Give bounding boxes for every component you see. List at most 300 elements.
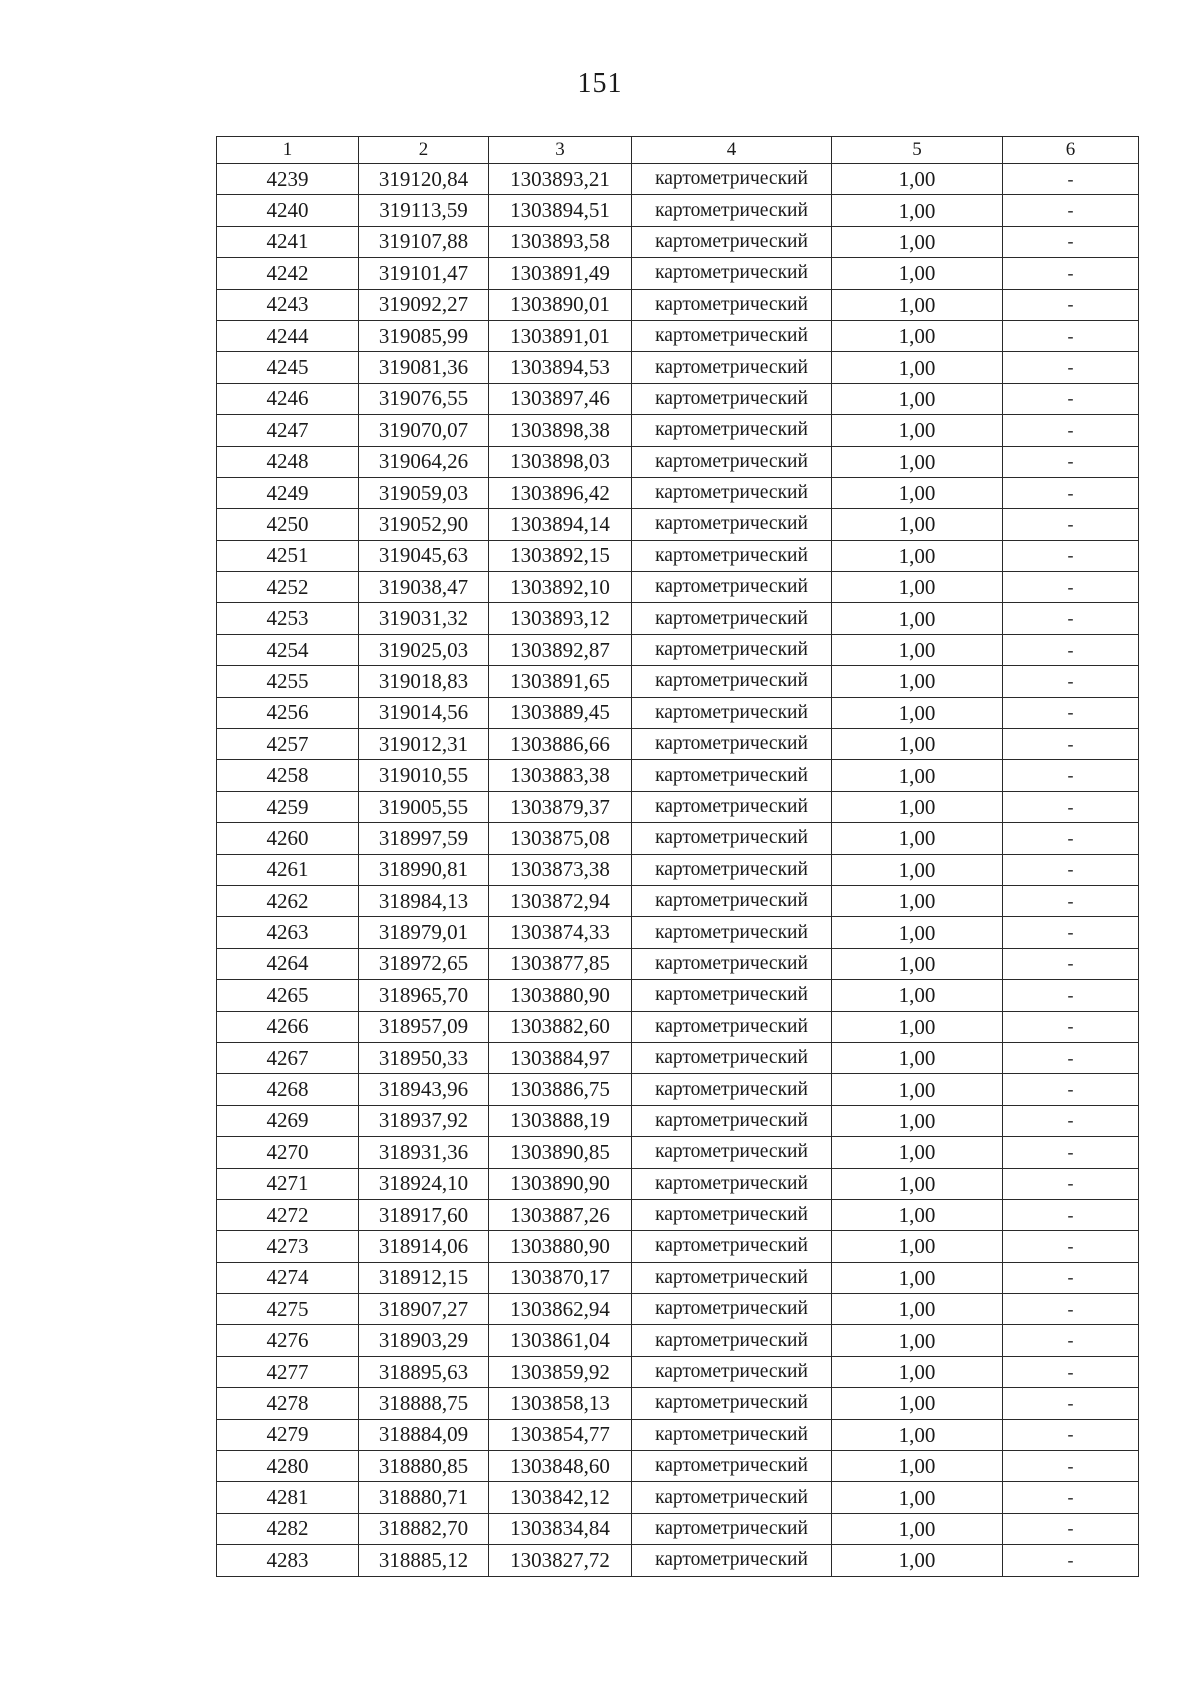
point-number-cell: 4266: [217, 1011, 359, 1042]
note-cell: -: [1003, 760, 1139, 791]
y-coordinate-cell: 1303894,51: [489, 195, 632, 226]
table-row: [217, 352, 1139, 383]
accuracy-cell: 1,00: [832, 226, 1003, 257]
table-row: [217, 258, 1139, 289]
point-number-cell: 4278: [217, 1388, 359, 1419]
method-cell: картометрический: [632, 1294, 832, 1325]
note-cell: -: [1003, 948, 1139, 979]
y-coordinate-cell: 1303888,19: [489, 1105, 632, 1136]
x-coordinate-cell: 318990,81: [359, 854, 489, 885]
accuracy-cell: 1,00: [832, 917, 1003, 948]
x-coordinate-cell: 318917,60: [359, 1199, 489, 1230]
x-coordinate-cell: 318972,65: [359, 948, 489, 979]
note-cell: -: [1003, 320, 1139, 351]
x-coordinate-cell: 318882,70: [359, 1513, 489, 1544]
accuracy-cell: 1,00: [832, 195, 1003, 226]
table-row: [217, 1513, 1139, 1544]
note-cell: -: [1003, 352, 1139, 383]
y-coordinate-cell: 1303861,04: [489, 1325, 632, 1356]
x-coordinate-cell: 318914,06: [359, 1231, 489, 1262]
y-coordinate-cell: 1303892,10: [489, 572, 632, 603]
method-cell: картометрический: [632, 1419, 832, 1450]
method-cell: картометрический: [632, 509, 832, 540]
y-coordinate-cell: 1303892,15: [489, 540, 632, 571]
method-cell: картометрический: [632, 760, 832, 791]
table-row: [217, 1074, 1139, 1105]
accuracy-cell: 1,00: [832, 1451, 1003, 1482]
note-cell: -: [1003, 1011, 1139, 1042]
method-cell: картометрический: [632, 603, 832, 634]
coordinates-table: [216, 136, 1139, 1577]
x-coordinate-cell: 318880,71: [359, 1482, 489, 1513]
x-coordinate-cell: 318997,59: [359, 823, 489, 854]
table-row: [217, 1356, 1139, 1387]
table-row: [217, 666, 1139, 697]
x-coordinate-cell: 318903,29: [359, 1325, 489, 1356]
y-coordinate-cell: 1303848,60: [489, 1451, 632, 1482]
point-number-cell: 4273: [217, 1231, 359, 1262]
method-cell: картометрический: [632, 258, 832, 289]
accuracy-cell: 1,00: [832, 258, 1003, 289]
point-number-cell: 4270: [217, 1137, 359, 1168]
accuracy-cell: 1,00: [832, 320, 1003, 351]
method-cell: картометрический: [632, 1011, 832, 1042]
y-coordinate-cell: 1303854,77: [489, 1419, 632, 1450]
accuracy-cell: 1,00: [832, 1199, 1003, 1230]
table-row: [217, 1325, 1139, 1356]
x-coordinate-cell: 318979,01: [359, 917, 489, 948]
point-number-cell: 4252: [217, 572, 359, 603]
accuracy-cell: 1,00: [832, 1231, 1003, 1262]
x-coordinate-cell: 319076,55: [359, 383, 489, 414]
accuracy-cell: 1,00: [832, 980, 1003, 1011]
accuracy-cell: 1,00: [832, 446, 1003, 477]
note-cell: -: [1003, 634, 1139, 665]
note-cell: -: [1003, 1388, 1139, 1419]
note-cell: -: [1003, 572, 1139, 603]
point-number-cell: 4258: [217, 760, 359, 791]
point-number-cell: 4279: [217, 1419, 359, 1450]
table-row: [217, 1011, 1139, 1042]
note-cell: -: [1003, 603, 1139, 634]
note-cell: -: [1003, 980, 1139, 1011]
table-row: [217, 760, 1139, 791]
y-coordinate-cell: 1303893,21: [489, 164, 632, 195]
y-coordinate-cell: 1303874,33: [489, 917, 632, 948]
accuracy-cell: 1,00: [832, 1513, 1003, 1544]
accuracy-cell: 1,00: [832, 1356, 1003, 1387]
y-coordinate-cell: 1303862,94: [489, 1294, 632, 1325]
table-row: [217, 603, 1139, 634]
point-number-cell: 4263: [217, 917, 359, 948]
y-coordinate-cell: 1303898,03: [489, 446, 632, 477]
y-coordinate-cell: 1303886,66: [489, 729, 632, 760]
table-row: [217, 854, 1139, 885]
table-row: [217, 1388, 1139, 1419]
y-coordinate-cell: 1303894,53: [489, 352, 632, 383]
y-coordinate-cell: 1303873,38: [489, 854, 632, 885]
x-coordinate-cell: 319085,99: [359, 320, 489, 351]
x-coordinate-cell: 318924,10: [359, 1168, 489, 1199]
column-header: 1: [217, 137, 359, 164]
method-cell: картометрический: [632, 1325, 832, 1356]
table-row: [217, 415, 1139, 446]
y-coordinate-cell: 1303842,12: [489, 1482, 632, 1513]
y-coordinate-cell: 1303870,17: [489, 1262, 632, 1293]
point-number-cell: 4248: [217, 446, 359, 477]
note-cell: -: [1003, 1074, 1139, 1105]
table-row: [217, 634, 1139, 665]
table-row: [217, 226, 1139, 257]
y-coordinate-cell: 1303890,85: [489, 1137, 632, 1168]
accuracy-cell: 1,00: [832, 823, 1003, 854]
accuracy-cell: 1,00: [832, 634, 1003, 665]
method-cell: картометрический: [632, 980, 832, 1011]
accuracy-cell: 1,00: [832, 509, 1003, 540]
point-number-cell: 4262: [217, 885, 359, 916]
note-cell: -: [1003, 195, 1139, 226]
table-row: [217, 195, 1139, 226]
accuracy-cell: 1,00: [832, 885, 1003, 916]
method-cell: картометрический: [632, 415, 832, 446]
table-row: [217, 1231, 1139, 1262]
point-number-cell: 4276: [217, 1325, 359, 1356]
table-row: [217, 572, 1139, 603]
method-cell: картометрический: [632, 885, 832, 916]
note-cell: -: [1003, 289, 1139, 320]
point-number-cell: 4281: [217, 1482, 359, 1513]
table-row: [217, 1262, 1139, 1293]
x-coordinate-cell: 319018,83: [359, 666, 489, 697]
accuracy-cell: 1,00: [832, 1482, 1003, 1513]
x-coordinate-cell: 318880,85: [359, 1451, 489, 1482]
column-header: 2: [359, 137, 489, 164]
y-coordinate-cell: 1303893,58: [489, 226, 632, 257]
x-coordinate-cell: 319031,32: [359, 603, 489, 634]
accuracy-cell: 1,00: [832, 948, 1003, 979]
note-cell: -: [1003, 1137, 1139, 1168]
table-row: [217, 697, 1139, 728]
point-number-cell: 4242: [217, 258, 359, 289]
note-cell: -: [1003, 823, 1139, 854]
x-coordinate-cell: 319081,36: [359, 352, 489, 383]
note-cell: -: [1003, 1482, 1139, 1513]
column-header: 3: [489, 137, 632, 164]
point-number-cell: 4246: [217, 383, 359, 414]
point-number-cell: 4275: [217, 1294, 359, 1325]
method-cell: картометрический: [632, 1199, 832, 1230]
accuracy-cell: 1,00: [832, 1074, 1003, 1105]
x-coordinate-cell: 318888,75: [359, 1388, 489, 1419]
point-number-cell: 4250: [217, 509, 359, 540]
note-cell: -: [1003, 1513, 1139, 1544]
column-header: 6: [1003, 137, 1139, 164]
y-coordinate-cell: 1303889,45: [489, 697, 632, 728]
note-cell: -: [1003, 729, 1139, 760]
point-number-cell: 4255: [217, 666, 359, 697]
point-number-cell: 4272: [217, 1199, 359, 1230]
note-cell: -: [1003, 1199, 1139, 1230]
x-coordinate-cell: 319113,59: [359, 195, 489, 226]
method-cell: картометрический: [632, 1105, 832, 1136]
x-coordinate-cell: 319059,03: [359, 477, 489, 508]
y-coordinate-cell: 1303882,60: [489, 1011, 632, 1042]
y-coordinate-cell: 1303880,90: [489, 1231, 632, 1262]
column-header: 5: [832, 137, 1003, 164]
note-cell: -: [1003, 164, 1139, 195]
point-number-cell: 4271: [217, 1168, 359, 1199]
point-number-cell: 4282: [217, 1513, 359, 1544]
accuracy-cell: 1,00: [832, 1325, 1003, 1356]
x-coordinate-cell: 319038,47: [359, 572, 489, 603]
accuracy-cell: 1,00: [832, 1168, 1003, 1199]
page-number: 151: [577, 68, 623, 99]
point-number-cell: 4239: [217, 164, 359, 195]
method-cell: картометрический: [632, 320, 832, 351]
accuracy-cell: 1,00: [832, 729, 1003, 760]
accuracy-cell: 1,00: [832, 415, 1003, 446]
x-coordinate-cell: 318943,96: [359, 1074, 489, 1105]
x-coordinate-cell: 319070,07: [359, 415, 489, 446]
table-row: [217, 1451, 1139, 1482]
point-number-cell: 4280: [217, 1451, 359, 1482]
accuracy-cell: 1,00: [832, 164, 1003, 195]
note-cell: -: [1003, 1105, 1139, 1136]
point-number-cell: 4240: [217, 195, 359, 226]
table-header-row: [217, 137, 1139, 164]
note-cell: -: [1003, 885, 1139, 916]
note-cell: -: [1003, 697, 1139, 728]
y-coordinate-cell: 1303883,38: [489, 760, 632, 791]
accuracy-cell: 1,00: [832, 1294, 1003, 1325]
accuracy-cell: 1,00: [832, 1137, 1003, 1168]
table-row: [217, 980, 1139, 1011]
table-row: [217, 917, 1139, 948]
point-number-cell: 4277: [217, 1356, 359, 1387]
y-coordinate-cell: 1303877,85: [489, 948, 632, 979]
point-number-cell: 4251: [217, 540, 359, 571]
x-coordinate-cell: 318907,27: [359, 1294, 489, 1325]
method-cell: картометрический: [632, 1168, 832, 1199]
table-row: [217, 1168, 1139, 1199]
y-coordinate-cell: 1303858,13: [489, 1388, 632, 1419]
table-row: [217, 1294, 1139, 1325]
method-cell: картометрический: [632, 634, 832, 665]
table-row: [217, 320, 1139, 351]
method-cell: картометрический: [632, 164, 832, 195]
note-cell: -: [1003, 477, 1139, 508]
note-cell: -: [1003, 1168, 1139, 1199]
x-coordinate-cell: 319025,03: [359, 634, 489, 665]
y-coordinate-cell: 1303887,26: [489, 1199, 632, 1230]
accuracy-cell: 1,00: [832, 1419, 1003, 1450]
x-coordinate-cell: 318965,70: [359, 980, 489, 1011]
x-coordinate-cell: 318937,92: [359, 1105, 489, 1136]
note-cell: -: [1003, 540, 1139, 571]
accuracy-cell: 1,00: [832, 1388, 1003, 1419]
x-coordinate-cell: 319107,88: [359, 226, 489, 257]
accuracy-cell: 1,00: [832, 383, 1003, 414]
accuracy-cell: 1,00: [832, 1262, 1003, 1293]
y-coordinate-cell: 1303891,49: [489, 258, 632, 289]
x-coordinate-cell: 318950,33: [359, 1042, 489, 1073]
point-number-cell: 4253: [217, 603, 359, 634]
method-cell: картометрический: [632, 572, 832, 603]
accuracy-cell: 1,00: [832, 572, 1003, 603]
table-row: [217, 289, 1139, 320]
point-number-cell: 4244: [217, 320, 359, 351]
note-cell: -: [1003, 1042, 1139, 1073]
y-coordinate-cell: 1303891,01: [489, 320, 632, 351]
table-row: [217, 1137, 1139, 1168]
accuracy-cell: 1,00: [832, 603, 1003, 634]
point-number-cell: 4254: [217, 634, 359, 665]
point-number-cell: 4247: [217, 415, 359, 446]
table-row: [217, 1419, 1139, 1450]
accuracy-cell: 1,00: [832, 697, 1003, 728]
point-number-cell: 4241: [217, 226, 359, 257]
table-row: [217, 791, 1139, 822]
method-cell: картометрический: [632, 1356, 832, 1387]
x-coordinate-cell: 318884,09: [359, 1419, 489, 1450]
y-coordinate-cell: 1303891,65: [489, 666, 632, 697]
accuracy-cell: 1,00: [832, 760, 1003, 791]
method-cell: картометрический: [632, 1545, 832, 1576]
method-cell: картометрический: [632, 1482, 832, 1513]
point-number-cell: 4267: [217, 1042, 359, 1073]
note-cell: -: [1003, 258, 1139, 289]
method-cell: картометрический: [632, 289, 832, 320]
note-cell: -: [1003, 1262, 1139, 1293]
x-coordinate-cell: 318895,63: [359, 1356, 489, 1387]
x-coordinate-cell: 319045,63: [359, 540, 489, 571]
x-coordinate-cell: 318885,12: [359, 1545, 489, 1576]
y-coordinate-cell: 1303896,42: [489, 477, 632, 508]
x-coordinate-cell: 318984,13: [359, 885, 489, 916]
note-cell: -: [1003, 383, 1139, 414]
accuracy-cell: 1,00: [832, 1042, 1003, 1073]
note-cell: -: [1003, 415, 1139, 446]
table-row: [217, 446, 1139, 477]
table-row: [217, 540, 1139, 571]
point-number-cell: 4243: [217, 289, 359, 320]
y-coordinate-cell: 1303827,72: [489, 1545, 632, 1576]
y-coordinate-cell: 1303894,14: [489, 509, 632, 540]
table-row: [217, 885, 1139, 916]
accuracy-cell: 1,00: [832, 791, 1003, 822]
note-cell: -: [1003, 446, 1139, 477]
method-cell: картометрический: [632, 446, 832, 477]
method-cell: картометрический: [632, 666, 832, 697]
table-row: [217, 1105, 1139, 1136]
method-cell: картометрический: [632, 1137, 832, 1168]
method-cell: картометрический: [632, 383, 832, 414]
note-cell: -: [1003, 1545, 1139, 1576]
y-coordinate-cell: 1303890,01: [489, 289, 632, 320]
point-number-cell: 4261: [217, 854, 359, 885]
point-number-cell: 4260: [217, 823, 359, 854]
column-header: 4: [632, 137, 832, 164]
note-cell: -: [1003, 226, 1139, 257]
note-cell: -: [1003, 1325, 1139, 1356]
x-coordinate-cell: 319014,56: [359, 697, 489, 728]
method-cell: картометрический: [632, 226, 832, 257]
table-row: [217, 948, 1139, 979]
note-cell: -: [1003, 666, 1139, 697]
y-coordinate-cell: 1303834,84: [489, 1513, 632, 1544]
accuracy-cell: 1,00: [832, 854, 1003, 885]
y-coordinate-cell: 1303893,12: [489, 603, 632, 634]
method-cell: картометрический: [632, 1388, 832, 1419]
method-cell: картометрический: [632, 1262, 832, 1293]
y-coordinate-cell: 1303897,46: [489, 383, 632, 414]
point-number-cell: 4245: [217, 352, 359, 383]
method-cell: картометрический: [632, 854, 832, 885]
x-coordinate-cell: 319064,26: [359, 446, 489, 477]
point-number-cell: 4264: [217, 948, 359, 979]
point-number-cell: 4283: [217, 1545, 359, 1576]
method-cell: картометрический: [632, 1451, 832, 1482]
table-row: [217, 1482, 1139, 1513]
x-coordinate-cell: 319092,27: [359, 289, 489, 320]
point-number-cell: 4257: [217, 729, 359, 760]
accuracy-cell: 1,00: [832, 289, 1003, 320]
method-cell: картометрический: [632, 697, 832, 728]
note-cell: -: [1003, 509, 1139, 540]
note-cell: -: [1003, 1356, 1139, 1387]
method-cell: картометрический: [632, 1513, 832, 1544]
note-cell: -: [1003, 854, 1139, 885]
point-number-cell: 4274: [217, 1262, 359, 1293]
y-coordinate-cell: 1303890,90: [489, 1168, 632, 1199]
method-cell: картометрический: [632, 540, 832, 571]
table-row: [217, 383, 1139, 414]
method-cell: картометрический: [632, 823, 832, 854]
method-cell: картометрический: [632, 729, 832, 760]
method-cell: картометрический: [632, 195, 832, 226]
x-coordinate-cell: 319120,84: [359, 164, 489, 195]
x-coordinate-cell: 319101,47: [359, 258, 489, 289]
note-cell: -: [1003, 1419, 1139, 1450]
table-row: [217, 1042, 1139, 1073]
method-cell: картометрический: [632, 791, 832, 822]
y-coordinate-cell: 1303875,08: [489, 823, 632, 854]
method-cell: картометрический: [632, 1042, 832, 1073]
x-coordinate-cell: 318912,15: [359, 1262, 489, 1293]
table-row: [217, 477, 1139, 508]
y-coordinate-cell: 1303898,38: [489, 415, 632, 446]
method-cell: картометрический: [632, 1231, 832, 1262]
note-cell: -: [1003, 1451, 1139, 1482]
point-number-cell: 4268: [217, 1074, 359, 1105]
table-row: [217, 1199, 1139, 1230]
note-cell: -: [1003, 791, 1139, 822]
accuracy-cell: 1,00: [832, 1545, 1003, 1576]
table-row: [217, 1545, 1139, 1576]
point-number-cell: 4265: [217, 980, 359, 1011]
table-row: [217, 823, 1139, 854]
accuracy-cell: 1,00: [832, 1011, 1003, 1042]
x-coordinate-cell: 318931,36: [359, 1137, 489, 1168]
y-coordinate-cell: 1303859,92: [489, 1356, 632, 1387]
accuracy-cell: 1,00: [832, 352, 1003, 383]
y-coordinate-cell: 1303892,87: [489, 634, 632, 665]
y-coordinate-cell: 1303886,75: [489, 1074, 632, 1105]
point-number-cell: 4249: [217, 477, 359, 508]
table-body: [217, 164, 1139, 1577]
x-coordinate-cell: 319010,55: [359, 760, 489, 791]
method-cell: картометрический: [632, 917, 832, 948]
